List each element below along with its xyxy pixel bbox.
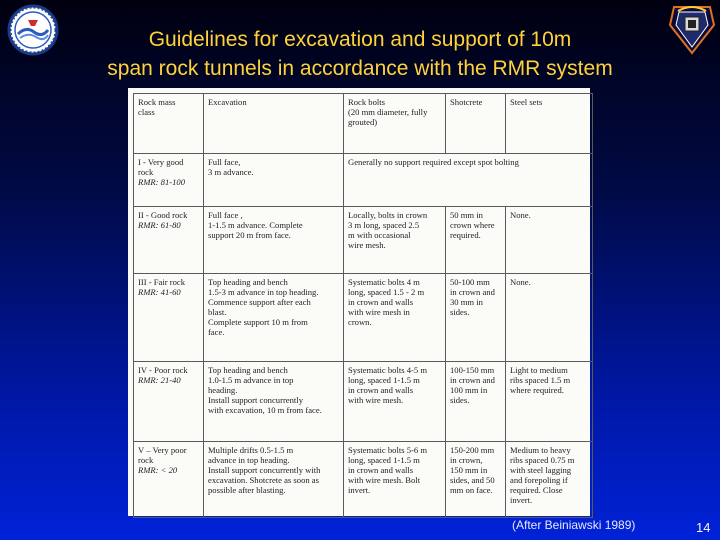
rock-class: V – Very poor rock — [138, 445, 187, 465]
table-cell: Full face, 3 m advance. — [204, 154, 344, 207]
shield-emblem-logo — [666, 3, 718, 55]
table-cell: Systematic bolts 5-6 m long, spaced 1-1.5 m in crown and walls with wire mesh. Bolt invert. — [344, 442, 446, 518]
header-cell: Rock bolts (20 mm diameter, fully grouted) — [344, 94, 446, 154]
page-number: 14 — [696, 520, 711, 535]
table-cell: Systematic bolts 4 m long, spaced 1.5 - 2 m in crown and walls with wire mesh in crown. — [344, 274, 446, 362]
rmr-range: RMR: 41-60 — [138, 287, 181, 297]
table-row — [134, 207, 593, 274]
slide-title — [60, 25, 660, 83]
table-cell: None. — [506, 207, 593, 274]
table-cell — [134, 362, 204, 442]
rmr-support-table — [133, 93, 593, 518]
table-cell: Multiple drifts 0.5-1.5 m advance in top heading. Install support concurrently with excavation. Shotcrete as soon as possible after blasting. — [204, 442, 344, 518]
table-cell: 50 mm in crown where required. — [446, 207, 506, 274]
title-line-1: Guidelines for excavation and support of 10m — [148, 28, 572, 51]
rmr-range: RMR: 21-40 — [138, 375, 181, 385]
rock-class: II - Good rock — [138, 210, 188, 220]
table-row — [134, 442, 593, 518]
rmr-range: RMR: < 20 — [138, 465, 178, 475]
rock-class: I - Very good rock — [138, 157, 184, 177]
rmr-range: RMR: 61-80 — [138, 220, 181, 230]
table-cell: Generally no support required except spot bolting — [344, 154, 593, 207]
rmr-range: RMR: 81-100 — [138, 177, 186, 187]
table-cell: 100-150 mm in crown and 100 mm in sides. — [446, 362, 506, 442]
title-line-2: span rock tunnels in accordance with the RMR system — [107, 57, 613, 80]
table-cell: Systematic bolts 4-5 m long, spaced 1-1.5 m in crown and walls with wire mesh. — [344, 362, 446, 442]
source-caption: (After Beiniawski 1989) — [512, 518, 636, 532]
header-cell: Rock mass class — [134, 94, 204, 154]
table-cell: Locally, bolts in crown 3 m long, spaced 2.5 m with occasional wire mesh. — [344, 207, 446, 274]
table-row — [134, 154, 593, 207]
table-row — [134, 362, 593, 442]
table-cell — [134, 207, 204, 274]
table-cell: Light to medium ribs spaced 1.5 m where required. — [506, 362, 593, 442]
table-row — [134, 274, 593, 362]
header-cell: Shotcrete — [446, 94, 506, 154]
table-cell: Medium to heavy ribs spaced 0.75 m with steel lagging and forepoling if required. Close invert. — [506, 442, 593, 518]
table-cell: 50-100 mm in crown and 30 mm in sides. — [446, 274, 506, 362]
table-cell: None. — [506, 274, 593, 362]
table-cell — [134, 274, 204, 362]
rock-class: III - Fair rock — [138, 277, 186, 287]
scanned-table-image — [128, 88, 590, 516]
table-cell — [134, 154, 204, 207]
header-cell: Excavation — [204, 94, 344, 154]
table-cell: Full face , 1-1.5 m advance. Complete support 20 m from face. — [204, 207, 344, 274]
rock-class: IV - Poor rock — [138, 365, 188, 375]
table-cell: Top heading and bench 1.0-1.5 m advance in top heading. Install support concurrently with excavation, 10 m from face. — [204, 362, 344, 442]
table-cell: Top heading and bench 1.5-3 m advance in top heading. Commence support after each blast. Complete support 10 m from face. — [204, 274, 344, 362]
table-header-row — [134, 94, 593, 154]
table-cell: 150-200 mm in crown, 150 mm in sides, and 50 mm on face. — [446, 442, 506, 518]
round-seal-logo — [4, 4, 62, 56]
header-cell: Steel sets — [506, 94, 593, 154]
table-cell — [134, 442, 204, 518]
